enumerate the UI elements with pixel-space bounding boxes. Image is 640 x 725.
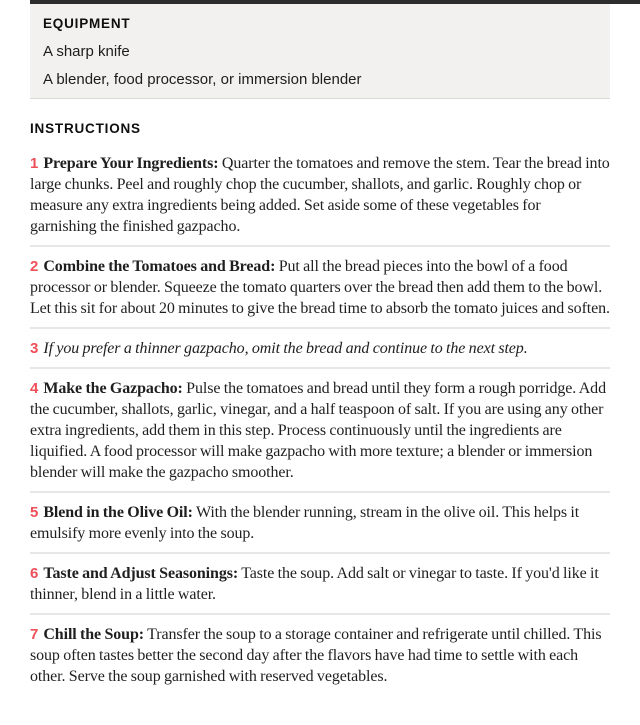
step-paragraph — [30, 256, 610, 319]
step-title: Chill the Soup: — [43, 626, 144, 643]
step-paragraph — [30, 563, 610, 605]
step-number: 6 — [30, 565, 39, 582]
step-paragraph — [30, 338, 610, 359]
step-text: Pulse the tomatoes and bread until they form a rough porridge. Add the cucumber, shallots, garlic, vinegar, and a half teaspoon of salt. If you are using any other extra ingredients, add them in this step. Process continuously until the ingredients are liquified. A food processor will make gazpacho with more texture; a blender or immersion blender will make the gazpacho smoother. — [30, 380, 606, 481]
step-title: Taste and Adjust Seasonings: — [43, 565, 239, 582]
instruction-step — [30, 491, 610, 552]
instruction-step — [30, 144, 610, 245]
instruction-step — [30, 552, 610, 613]
step-number: 7 — [30, 626, 39, 643]
equipment-heading: EQUIPMENT — [43, 16, 131, 31]
instruction-step — [30, 245, 610, 327]
step-paragraph — [30, 624, 610, 687]
equipment-list — [43, 42, 596, 89]
instructions-heading: INSTRUCTIONS — [30, 121, 141, 136]
step-title: Combine the Tomatoes and Bread: — [43, 258, 276, 275]
step-text: Quarter the tomatoes and remove the stem. Tear the bread into large chunks. Peel and roughly chop the cucumber, shallots, and garlic. Roughly chop or measure any extra ingredients being added. Set aside some of these vegetables for garnishing the finished gazpacho. — [30, 155, 610, 235]
equipment-section — [30, 4, 610, 99]
step-text: Transfer the soup to a storage container and refrigerate until chilled. This soup often tastes better the second day after the flavors have had time to settle with each other. Serve the soup garnished with reserved vegetables. — [30, 626, 602, 685]
step-text: With the blender running, stream in the olive oil. This helps it emulsify more evenly into the soup. — [30, 504, 580, 542]
step-paragraph — [30, 153, 610, 237]
equipment-item: A blender, food processor, or immersion blender — [43, 71, 362, 88]
step-text: Put all the bread pieces into the bowl of a food processor or blender. Squeeze the tomato quarters over the bread then add them to the bowl. Let this sit for about 20 minutes to give the bread time to absorb the tomato juices and soften. — [30, 258, 610, 317]
instruction-step — [30, 613, 610, 695]
step-paragraph — [30, 378, 610, 483]
step-text: Taste the soup. Add salt or vinegar to taste. If you'd like it thinner, blend in a little water. — [30, 565, 599, 603]
step-number: 3 — [30, 340, 39, 357]
step-number: 5 — [30, 504, 39, 521]
step-number: 4 — [30, 380, 39, 397]
step-title: Blend in the Olive Oil: — [43, 504, 193, 521]
instructions-section — [30, 113, 610, 695]
step-text: If you prefer a thinner gazpacho, omit the bread and continue to the next step. — [43, 340, 528, 357]
equipment-item: A sharp knife — [43, 43, 130, 60]
step-title: Make the Gazpacho: — [43, 380, 183, 397]
instructions-step-list — [30, 144, 610, 695]
instruction-step — [30, 367, 610, 491]
instruction-step — [30, 327, 610, 367]
step-number: 1 — [30, 155, 39, 172]
step-number: 2 — [30, 258, 39, 275]
step-paragraph — [30, 502, 610, 544]
step-title: Prepare Your Ingredients: — [43, 155, 219, 172]
